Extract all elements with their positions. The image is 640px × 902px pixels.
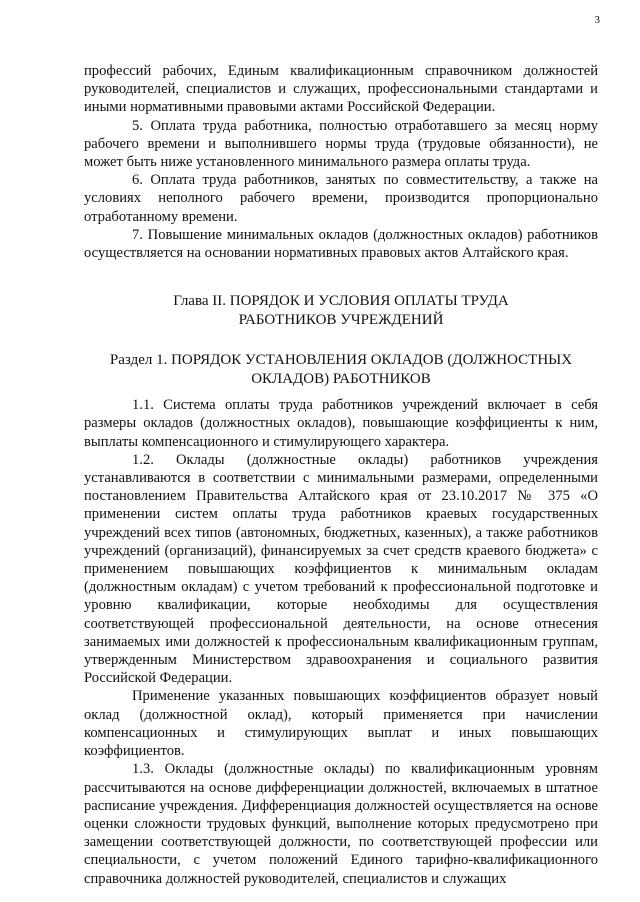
paragraph-coefficients: Применение указанных повышающих коэффициентов образует новый оклад (должностной оклад), который применяется при начислении компенсационных и стимулирующих выплат и иных повышающих коэффициентов. (84, 688, 598, 760)
section-title-line-1: Раздел 1. ПОРЯДОК УСТАНОВЛЕНИЯ ОКЛАДОВ (ДОЛЖНОСТНЫХ (109, 352, 573, 369)
paragraph-1-1: 1.1. Система оплаты труда работников учреждений включает в себя размеры окладов (должностных окладов), повышающие коэффициенты к ним, выплаты компенсационного и стимулирующего характера. (84, 397, 598, 450)
section-title (84, 351, 598, 388)
chapter-title-line-1: Глава II. ПОРЯДОК И УСЛОВИЯ ОПЛАТЫ ТРУДА (173, 293, 509, 310)
paragraph-item-5: 5. Оплата труда работника, полностью отработавшего за месяц норму рабочего времени и выполнившего нормы труда (трудовые обязанности), не может быть ниже установленного минимального размера оплаты труда. (84, 117, 598, 171)
paragraph-1-3: 1.3. Оклады (должностные оклады) по квалификационным уровням рассчитываются на основе дифференциации должностей, включаемых в штатное расписание учреждения. Дифференциация должностей осуществляется на основе оценки сложности трудовых функций, выполнение которых предусмотрено при замещении соответствующей должности, по соответствующей профессии или специальности, с учетом положений Единого тарифно-квалификационного справочника должностей руководителей, специалистов и служащих (84, 761, 598, 887)
paragraph-item-6: 6. Оплата труда работников, занятых по совместительству, а также на условиях неполного рабочего времени, производится пропорционально отработанному времени. (84, 172, 598, 225)
chapter-title (84, 292, 598, 329)
chapter-title-line-2: РАБОТНИКОВ УЧРЕЖДЕНИЙ (238, 311, 444, 328)
section-title-line-2: ОКЛАДОВ) РАБОТНИКОВ (251, 370, 431, 387)
paragraph-1-2: 1.2. Оклады (должностные оклады) работников учреждения устанавливаются в соответствии с минимальными размерами, определенными постановлением Правительства Алтайского края от 23.10.2017 № 375 «О применении систем оплаты труда работников краевых государственных учреждений всех типов (автономных, бюджетных, казенных), а также работников учреждений (организаций), финансируемых за счет средств краевого бюджета» с применением повышающих коэффициентов к минимальным окладам (должностным окладам) с учетом требований к профессиональной подготовке и уровню квалификации, которые необходимы для осуществления соответствующей профессиональной деятельности, на основе отнесения занимаемых ими должностей к профессиональным квалификационным группам, утвержденным Министерством здравоохранения и социального развития Российской Федерации. (84, 451, 598, 687)
paragraph-continuation: профессий рабочих, Единым квалификационным справочником должностей руководителей, специалистов и служащих, профессиональными стандартами и иными нормативными правовыми актами Российской Федерации. (84, 63, 598, 116)
document-body (84, 62, 598, 888)
page-number: 3 (594, 14, 600, 26)
paragraph-item-7: 7. Повышение минимальных окладов (должностных окладов) работников осуществляется на основании нормативных правовых актов Алтайского края. (84, 226, 598, 262)
